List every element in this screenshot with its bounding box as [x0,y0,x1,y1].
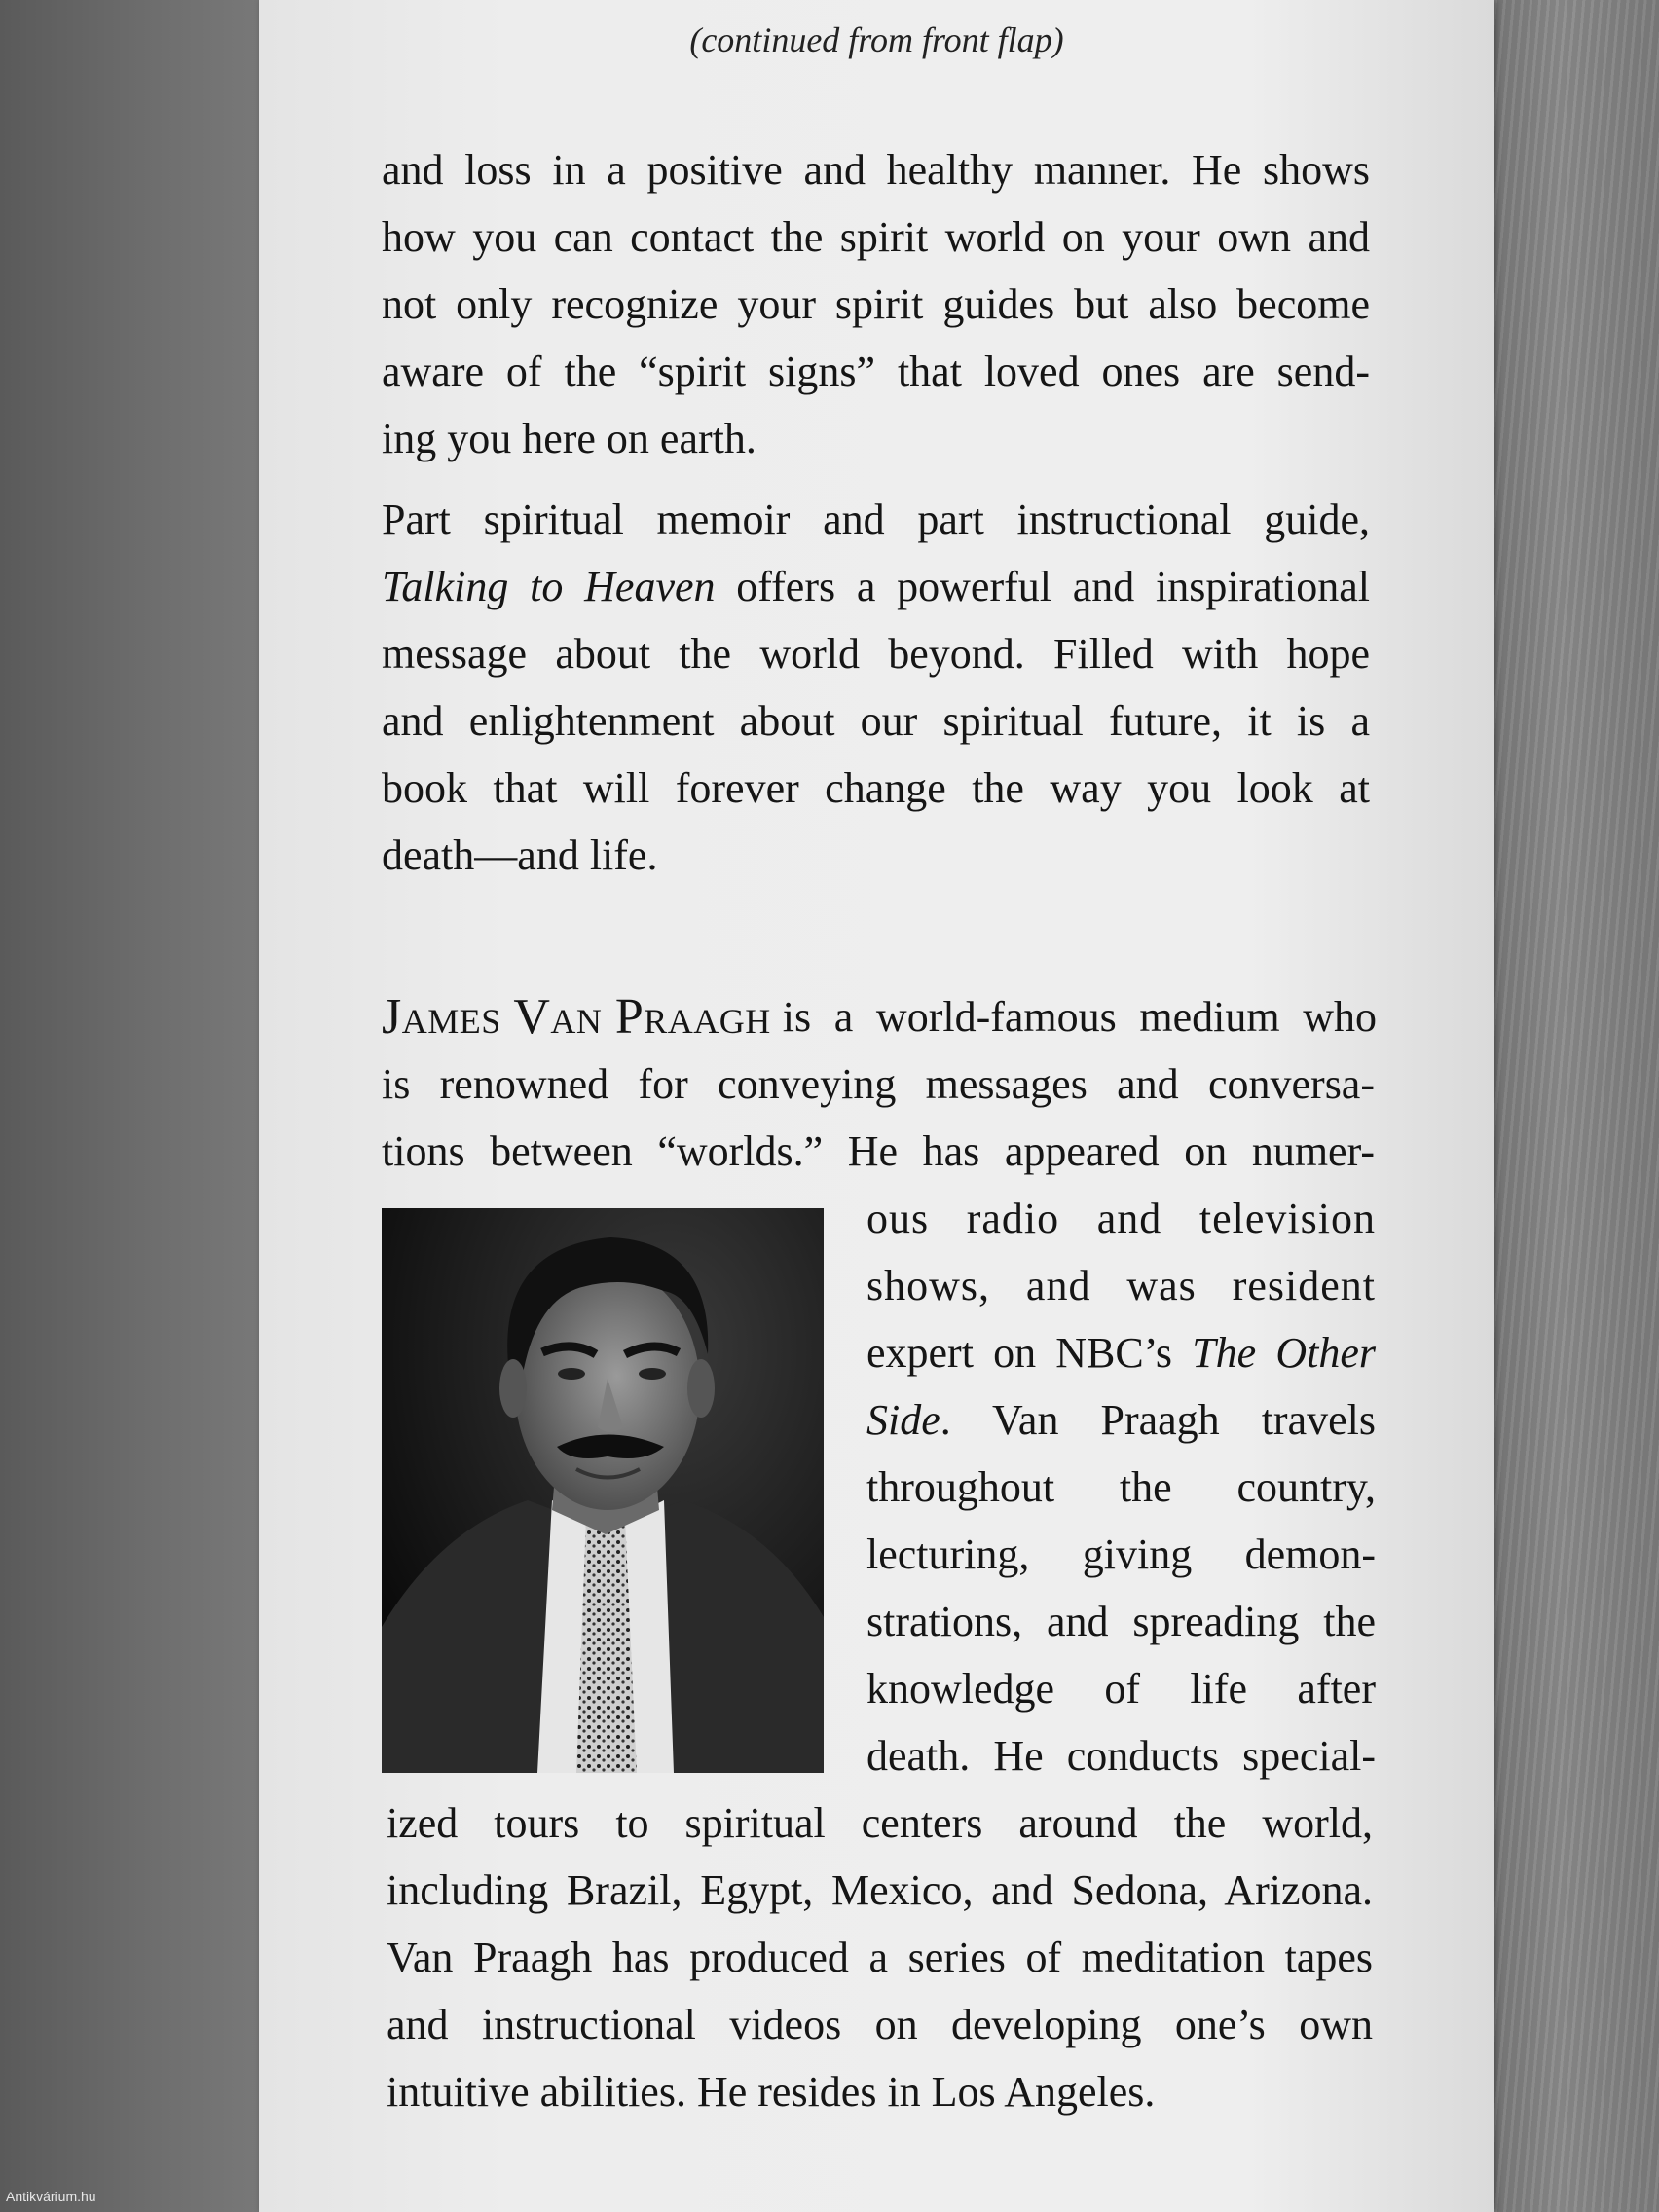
text-line: lecturing, giving demon- [866,1530,1376,1578]
continued-note: (continued from front flap) [689,20,1064,59]
background-left [0,0,259,2212]
text-line: not only recognize your spirit guides but also become [382,280,1370,328]
text-line [866,1319,1376,1386]
text-line: ized tours to spiritual centers around the world, [387,1799,1373,1847]
text-line: death. He conducts special- [866,1732,1376,1780]
text-line: intuitive abilities. He resides in Los Angeles. [387,2068,1156,2116]
author-name: James Van Praagh [382,989,771,1045]
text-line: shows, and was resident [866,1262,1376,1309]
text-line [866,1386,1376,1454]
text-line: how you can contact the spirit world on your own and [382,213,1370,261]
watermark-text: Antikvárium.hu [6,2189,96,2204]
text-line: strations, and spreading the [866,1598,1376,1645]
text-line: message about the world beyond. Filled with hope [382,630,1370,678]
text-line: book that will forever change the way you look at [382,764,1370,812]
show-title: The Other [1192,1329,1376,1377]
bio-first-line [382,983,1377,1051]
text-line: throughout the country, [866,1463,1376,1511]
background-right [1494,0,1659,2212]
text-span: expert on NBC’s [866,1329,1193,1377]
text-line: knowledge of life after [866,1665,1376,1713]
text-line: ous radio and television [866,1195,1376,1242]
text-line: ing you here on earth. [382,415,756,462]
text-line: Van Praagh has produced a series of meditation tapes [387,1934,1373,1981]
text-span: is a world-famous medium who [782,993,1377,1041]
text-line [382,553,1370,620]
book-title: Talking to Heaven [382,563,716,610]
text-span: . Van Praagh travels [940,1396,1376,1444]
text-line: and instructional videos on developing one’s own [387,2001,1373,2048]
show-title: Side [866,1396,940,1444]
text-line: and loss in a positive and healthy manner. He shows [382,146,1370,194]
text-line: death—and life. [382,831,658,879]
text-line: tions between “worlds.” He has appeared on numer- [382,1127,1375,1175]
text-line: including Brazil, Egypt, Mexico, and Sedona, Arizona. [387,1866,1373,1914]
text-span: offers a powerful and inspirational [715,563,1371,610]
author-photo [382,1208,824,1773]
text-line: and enlightenment about our spiritual future, it is a [382,697,1370,745]
text-line: aware of the “spirit signs” that loved ones are send- [382,348,1370,395]
text-line: Part spiritual memoir and part instructional guide, [382,496,1370,543]
text-line: is renowned for conveying messages and conversa- [382,1060,1375,1108]
